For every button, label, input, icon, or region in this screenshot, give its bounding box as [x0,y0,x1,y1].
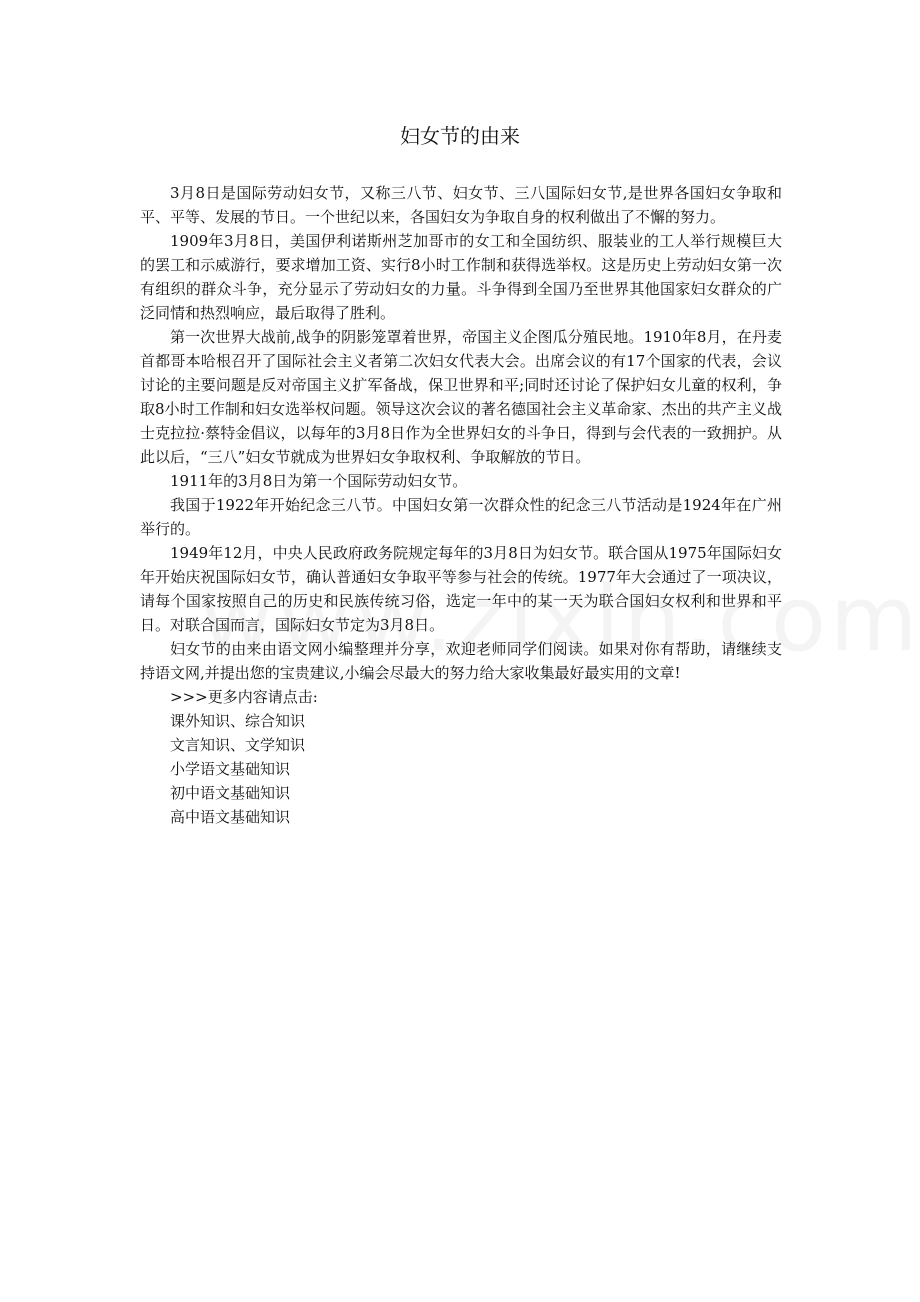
document-body [140,181,782,829]
more-content-prompt: >>>更多内容请点击: [170,688,318,706]
link-senior-chinese-basics[interactable]: 高中语文基础知识 [170,808,291,826]
paragraph-1910: 第一次世界大战前,战争的阴影笼罩着世界，帝国主义企图瓜分殖民地。1910年8月，在丹麦首都哥本哈根召开了国际社会主义者第二次妇女代表大会。出席会议的有17个国家的代表，会议讨论的主要问题是反对帝国主义扩军备战，保卫世界和平;同时还讨论了保护妇女儿童的权利，争取8小时工作制和妇女选举权问题。领导这次会议的著名德国社会主义革命家、杰出的共产主义战士克拉拉·蔡特金倡议，以每年的3月8日作为全世界妇女的斗争日，得到与会代表的一致拥护。从此以后，“三八”妇女节就成为世界妇女争取权利、争取解放的节日。 [140,328,782,466]
document-title: 妇女节的由来 [400,124,520,148]
link-junior-chinese-basics[interactable]: 初中语文基础知识 [170,784,291,802]
paragraph-1909: 1909年3月8日，美国伊利诺斯州芝加哥市的女工和全国纺织、服装业的工人举行规模巨大的罢工和示威游行，要求增加工资、实行8小时工作制和获得选举权。这是历史上劳动妇女第一次有组织的群众斗争，充分显示了劳动妇女的力量。斗争得到全国乃至世界其他国家妇女群众的广泛同情和热烈响应，最后取得了胜利。 [140,232,782,322]
paragraph-1911: 1911年的3月8日为第一个国际劳动妇女节。 [170,472,468,490]
paragraph-1949: 1949年12月，中央人民政府政务院规定每年的3月8日为妇女节。联合国从1975年国际妇女年开始庆祝国际妇女节，确认普通妇女争取平等参与社会的传统。1977年大会通过了一项决议，请每个国家按照自己的历史和民族传统习俗，选定一年中的某一天为联合国妇女权利和世界和平日。对联合国而言，国际妇女节定为3月8日。 [140,544,782,634]
paragraph-intro: 3月8日是国际劳动妇女节，又称三八节、妇女节、三八国际妇女节,是世界各国妇女争取和平、平等、发展的节日。一个世纪以来，各国妇女为争取自身的权利做出了不懈的努力。 [140,184,782,226]
paragraph-closing: 妇女节的由来由语文网小编整理并分享，欢迎老师同学们阅读。如果对你有帮助，请继续支持语文网,并提出您的宝贵建议,小编会尽最大的努力给大家收集最好最实用的文章! [140,640,782,682]
link-classical-literary-knowledge[interactable]: 文言知识、文学知识 [170,736,306,754]
link-primary-chinese-basics[interactable]: 小学语文基础知识 [170,760,291,778]
link-extracurricular-knowledge[interactable]: 课外知识、综合知识 [170,712,306,730]
paragraph-1922: 我国于1922年开始纪念三八节。中国妇女第一次群众性的纪念三八节活动是1924年在广州举行的。 [140,496,782,538]
